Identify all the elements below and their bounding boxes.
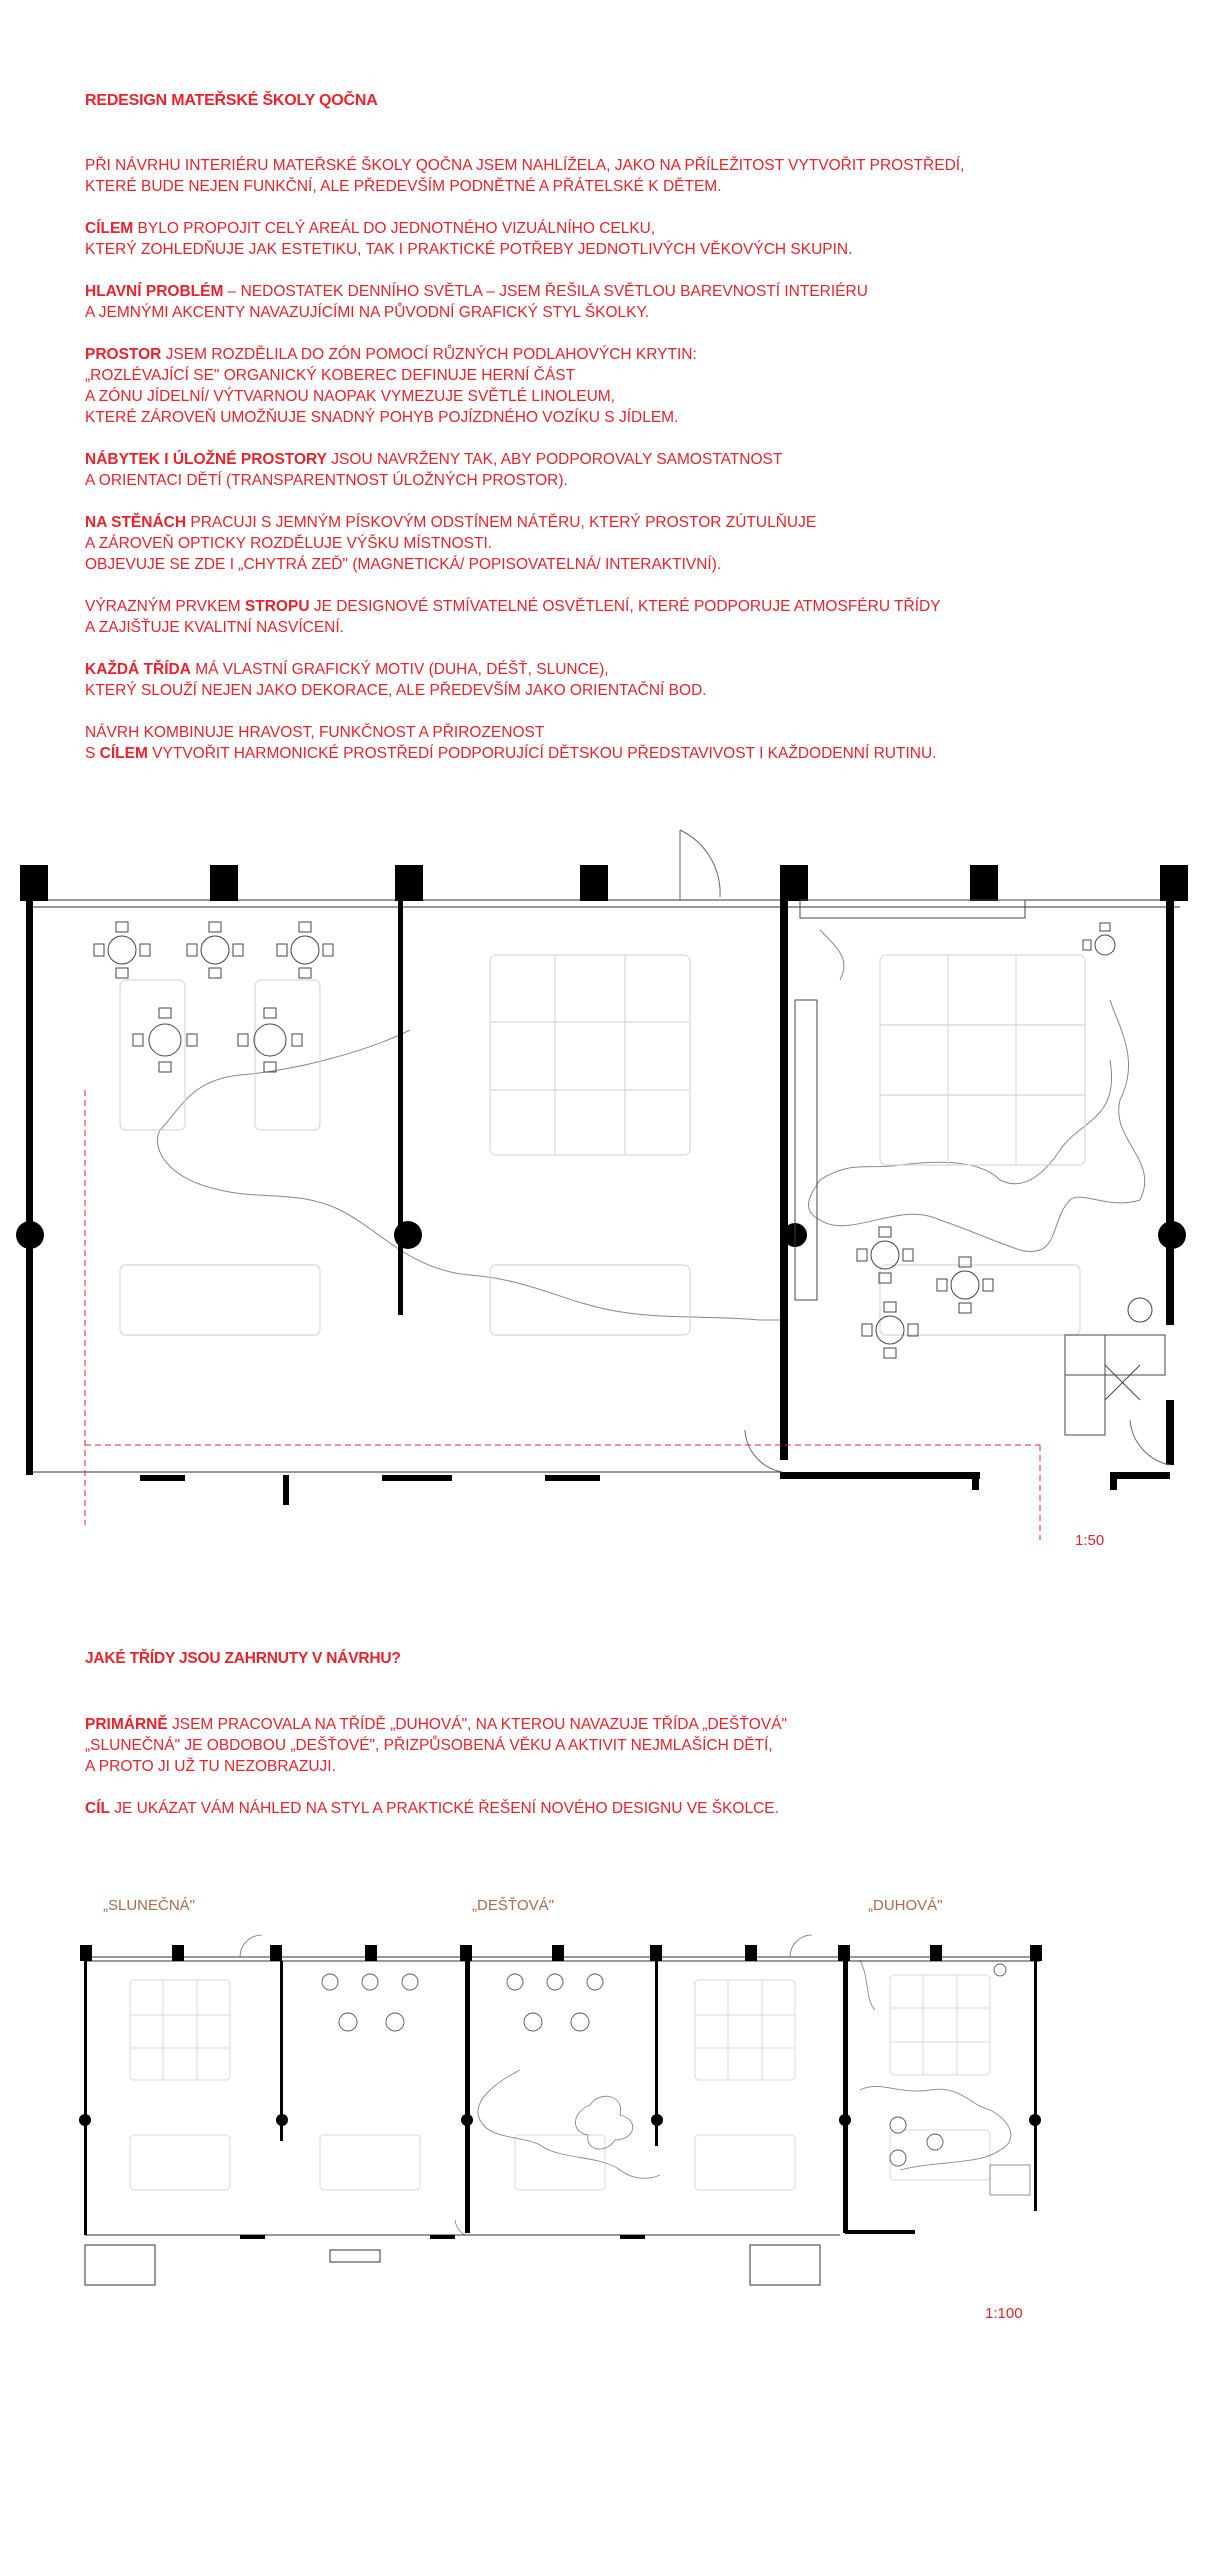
primary-line-2: „SLUNEČNÁ" JE OBDOBOU „DEŠŤOVÉ", PŘIZPŮSOBENÁ VĚKU A AKTIVIT NEJMLAŠÍCH DĚTÍ, xyxy=(85,1737,773,1754)
primary-line-3: A PROTO JI UŽ TU NEZOBRAZUJI. xyxy=(85,1758,336,1775)
walls-paragraph xyxy=(85,512,1135,575)
goal-line-1: BYLO PROPOJIT CELÝ AREÁL DO JEDNOTNÉHO VIZUÁLNÍHO CELKU, xyxy=(133,220,656,237)
primary-keyword: PRIMÁRNĚ xyxy=(85,1716,168,1733)
thick-walls-small xyxy=(79,1945,1042,2239)
intro-text xyxy=(85,155,1135,785)
ceiling-line-1: JE DESIGNOVÉ STMÍVATELNÉ OSVĚTLENÍ, KTERÉ PODPORUJE ATMOSFÉRU TŘÍDY xyxy=(309,598,941,615)
walls-line-3: OBJEVUJE SE ZDE I „CHYTRÁ ZEĎ" (MAGNETICKÁ/ POPISOVATELNÁ/ INTERAKTIVNÍ). xyxy=(85,556,722,573)
scale-label-large: 1:50 xyxy=(1075,1532,1105,1549)
problem-keyword: HLAVNÍ PROBLÉM xyxy=(85,283,224,300)
problem-line-1: – NEDOSTATEK DENNÍHO SVĚTLA – JSEM ŘEŠILA SVĚTLOU BAREVNOSTÍ INTERIÉRU xyxy=(223,283,868,300)
primary-paragraph xyxy=(85,1714,1135,1777)
classes-title: JAKÉ TŘÍDY JSOU ZAHRNUTY V NÁVRHU? xyxy=(85,1650,401,1667)
outer-walls-thin xyxy=(30,900,1180,1472)
space-line-4: KTERÉ ZÁROVEŇ UMOŽŇUJE SNADNÝ POHYB POJÍZDNÉHO VOZÍKU S JÍDLEM. xyxy=(85,409,679,426)
tables-small xyxy=(322,1964,1006,2166)
intro-line-2: KTERÉ BUDE NEJEN FUNKČNÍ, ALE PŘEDEVŠÍM PODNĚTNÉ A PŘÁTELSKÉ K DĚTEM. xyxy=(85,178,722,195)
class-label-slunecna: „SLUNEČNÁ" xyxy=(103,1897,196,1914)
space-line-2: „ROZLÉVAJÍCÍ SE" ORGANICKÝ KOBEREC DEFINUJE HERNÍ ČÁST xyxy=(85,367,576,384)
walls-line-1: PRACUJI S JEMNÝM PÍSKOVÝM ODSTÍNEM NÁTĚRU, KTERÝ PROSTOR ZÚTULŇUJE xyxy=(186,514,817,531)
problem-paragraph xyxy=(85,281,1135,323)
outer-walls-small xyxy=(85,1957,1040,2285)
goal-paragraph xyxy=(85,218,1135,260)
intro-paragraph xyxy=(85,155,1135,197)
classes-text xyxy=(85,1714,1135,1840)
ceiling-line-2: A ZAJIŠŤUJE KVALITNÍ NASVÍCENÍ. xyxy=(85,619,344,636)
walls-line-2: A ZÁROVEŇ OPTICKY ROZDĚLUJE VÝŠKU MÍSTNOSTI. xyxy=(85,535,493,552)
space-line-3: A ZÓNU JÍDELNÍ/ VÝTVARNOU NAOPAK VYMEZUJE SVĚTLÉ LINOLEUM, xyxy=(85,388,615,405)
space-paragraph xyxy=(85,344,1135,428)
class-label-duhova: „DUHOVÁ" xyxy=(868,1897,943,1914)
summary-line-1: NÁVRH KOMBINUJE HRAVOST, FUNKČNOST A PŘIROZENOST xyxy=(85,724,545,741)
entrance-door xyxy=(680,830,1170,1472)
aim-keyword: CÍL xyxy=(85,1800,110,1817)
carpet-outline-left xyxy=(158,1030,781,1320)
carpets-small xyxy=(478,1960,1011,2178)
motif-line-1: MÁ VLASTNÍ GRAFICKÝ MOTIV (DUHA, DÉŠŤ, SLUNCE), xyxy=(190,661,609,678)
thick-walls xyxy=(16,865,1188,1505)
furniture-paragraph xyxy=(85,449,1135,491)
space-line-1: JSEM ROZDĚLILA DO ZÓN POMOCÍ RŮZNÝCH PODLAHOVÝCH KRYTIN: xyxy=(161,346,697,363)
furniture-line-2: A ORIENTACI DĚTÍ (TRANSPARENTNOST ÚLOŽNÝCH PROSTOR). xyxy=(85,472,568,489)
primary-line-1: JSEM PRACOVALA NA TŘÍDĚ „DUHOVÁ", NA KTEROU NAVAZUJE TŘÍDA „DEŠŤOVÁ" xyxy=(167,1716,788,1733)
goal-line-2: KTERÝ ZOHLEDŇUJE JAK ESTETIKU, TAK I PRAKTICKÉ POTŘEBY JEDNOTLIVÝCH VĚKOVÝCH SKUPIN. xyxy=(85,241,853,258)
summary-keyword: CÍLEM xyxy=(99,745,148,762)
space-keyword: PROSTOR xyxy=(85,346,162,363)
ceiling-keyword: STROPU xyxy=(244,598,310,615)
aim-paragraph xyxy=(85,1798,1135,1819)
rug-panels xyxy=(120,955,1085,1335)
floor-plan-small xyxy=(0,1920,1207,2320)
scale-label-small: 1:100 xyxy=(985,2305,1023,2322)
floor-plan-large xyxy=(0,800,1207,1560)
ceiling-paragraph xyxy=(85,596,1135,638)
furniture-line-1: JSOU NAVRŽENY TAK, ABY PODPOROVALY SAMOSTATNOST xyxy=(327,451,783,468)
rug-panels-small xyxy=(130,1975,990,2190)
aim-line-1: JE UKÁZAT VÁM NÁHLED NA STYL A PRAKTICKÉ ŘEŠENÍ NOVÉHO DESIGNU VE ŠKOLCE. xyxy=(109,1800,779,1817)
walls-keyword: NA STĚNÁCH xyxy=(85,514,187,531)
summary-prefix: S xyxy=(85,745,100,762)
problem-line-2: A JEMNÝMI AKCENTY NAVAZUJÍCÍMI NA PŮVODNÍ GRAFICKÝ STYL ŠKOLKY. xyxy=(85,304,650,321)
motif-paragraph xyxy=(85,659,1135,701)
summary-paragraph xyxy=(85,722,1135,764)
ceiling-prefix: VÝRAZNÝM PRVKEM xyxy=(85,598,245,615)
intro-line-1: PŘI NÁVRHU INTERIÉRU MATEŘSKÉ ŠKOLY QOČNA JSEM NAHLÍŽELA, JAKO NA PŘÍLEŽITOST VYTVOŘIT PROSTŘEDÍ, xyxy=(85,157,965,174)
furniture-keyword: NÁBYTEK I ÚLOŽNÉ PROSTORY xyxy=(85,451,327,468)
carpet-outline-right xyxy=(808,930,1144,1252)
goal-keyword: CÍLEM xyxy=(85,220,134,237)
motif-keyword: KAŽDÁ TŘÍDA xyxy=(85,661,191,678)
class-label-destova: „DEŠŤOVÁ" xyxy=(472,1897,555,1914)
dining-tables xyxy=(94,922,1115,1358)
page-title: REDESIGN MATEŘSKÉ ŠKOLY QOČNA xyxy=(85,92,378,109)
motif-line-2: KTERÝ SLOUŽÍ NEJEN JAKO DEKORACE, ALE PŘEDEVŠÍM JAKO ORIENTAČNÍ BOD. xyxy=(85,682,707,699)
summary-line-2: VYTVOŘIT HARMONICKÉ PROSTŘEDÍ PODPORUJÍCÍ DĚTSKOU PŘEDSTAVIVOST I KAŽDODENNÍ RUTINU. xyxy=(147,745,937,762)
